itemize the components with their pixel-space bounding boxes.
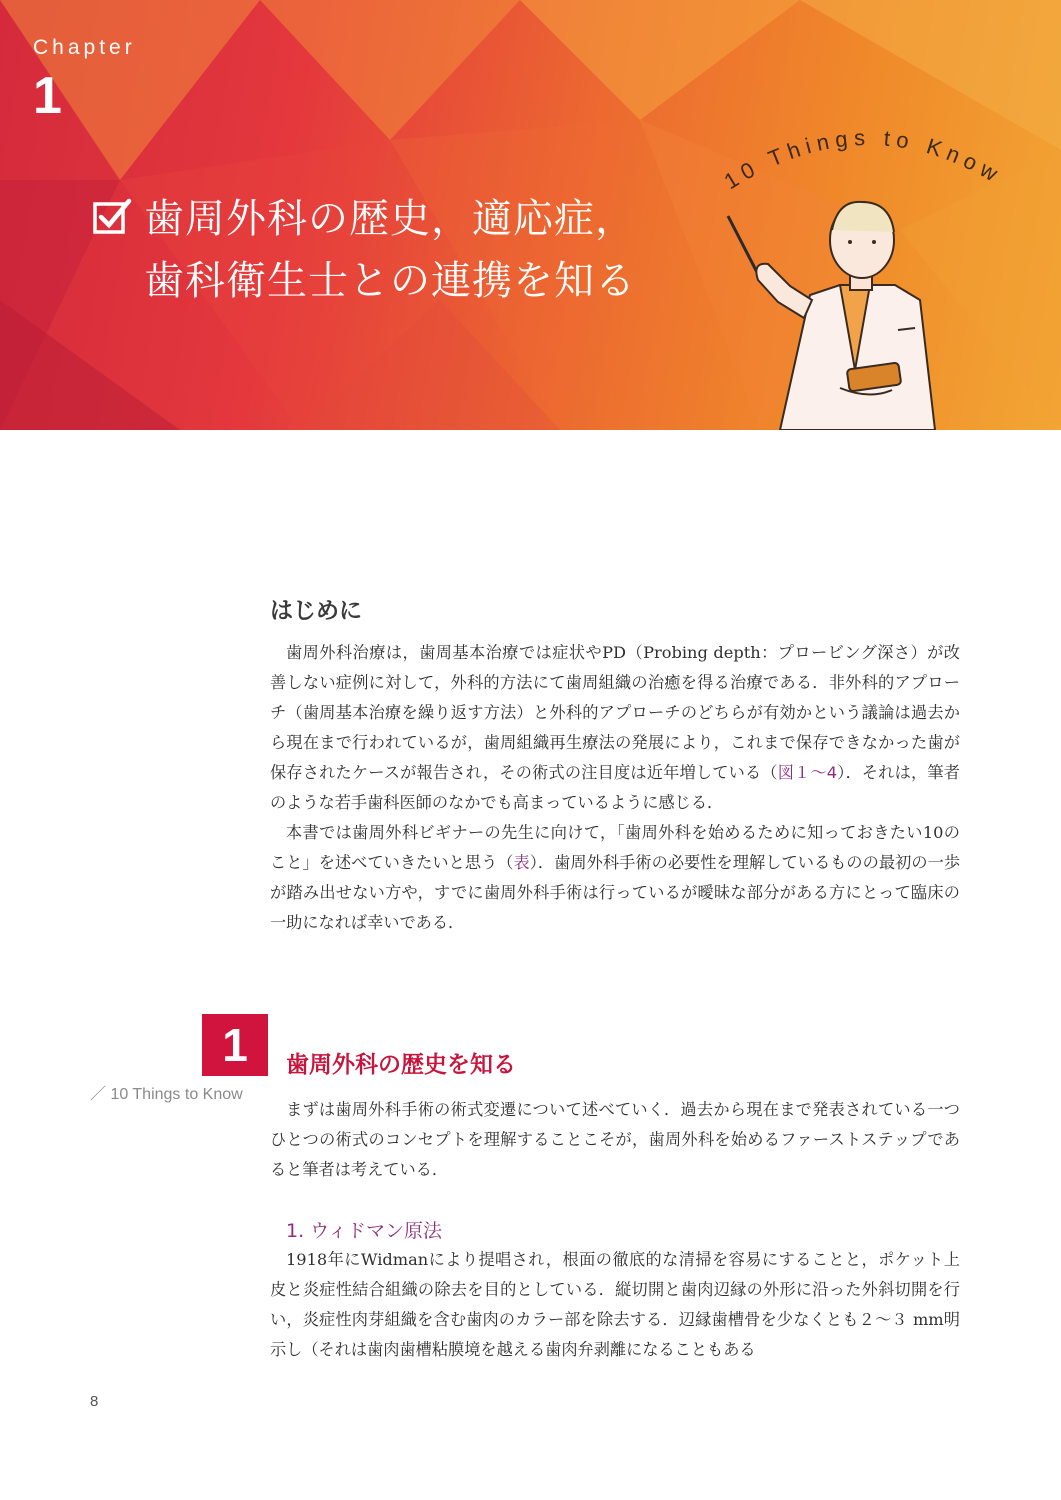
checkbox-icon: [92, 197, 132, 237]
intro-paragraph-2: 本書では歯周外科ビギナーの先生に向けて，「歯周外科を始めるために知っておきたい10のこと」を述べていきたいと思う（表）．歯周外科手術の必要性を理解しているものの最初の一歩が踏み出せない方や，すでに歯周外科手術は行っているが曖昧な部分がある方にとって臨床の一助になれば幸いである．: [270, 823, 961, 932]
section-body: [270, 1095, 960, 1185]
doctor-illustration: [720, 190, 960, 430]
figure-reference-link[interactable]: 図１～4: [777, 763, 838, 782]
subsection-paragraph: 1918年にWidmanにより提唱され，根面の徹底的な清掃を容易にすることと，ポケット上皮と炎症性結合組織の除去を目的としている．縦切開と歯肉辺縁の外形に沿った外斜切開を行い，炎症性肉芽組織を含む歯肉のカラー部を除去する．辺縁歯槽骨を少なくとも２～３ mm明示し（それは歯肉歯槽粘膜境を越える歯肉弁剥離になることもある: [270, 1250, 960, 1359]
subsection-heading: 1. ウィドマン原法: [286, 1220, 443, 1242]
intro-heading: はじめに: [270, 598, 362, 624]
chapter-label: Chapter: [33, 36, 136, 59]
chapter-title: [92, 188, 636, 312]
page-number: 8: [90, 1393, 99, 1410]
section-title: 歯周外科の歴史を知る: [286, 1052, 516, 1078]
chapter-header-banner: [0, 0, 1061, 430]
chapter-number: 1: [33, 67, 62, 125]
section-subtitle: ／ 10 Things to Know: [90, 1086, 243, 1103]
svg-text:10 Things to Know: [720, 125, 1008, 194]
arc-label: 10 Things to Know: [719, 124, 1008, 195]
chapter-title-line2: 歯科衛生士との連携を知る: [144, 258, 636, 304]
section-number-badge: 1: [202, 1014, 268, 1076]
section-paragraph-1: まずは歯周外科手術の術式変遷について述べていく．過去から現在まで発表されている一つひとつの術式のコンセプトを理解することこそが，歯周外科を始めるファーストステップであると筆者は考えている．: [270, 1100, 960, 1179]
intro-paragraph-1: 歯周外科治療は，歯周基本治療では症状やPD（Probing depth：プロービング深さ）が改善しない症例に対して，外科的方法にて歯周組織の治癒を得る治療である．非外科的アプローチ（歯周基本治療を繰り返す方法）と外科的アプローチのどちらが有効かという議論は過去から現在まで行われているが，歯周組織再生療法の発展により，これまで保存できなかった歯が保存されたケースが報告され，その術式の注目度は近年増している（図１～4）．それは，筆者のような若手歯科医師のなかでも高まっているように感じる．: [270, 643, 960, 812]
chapter-title-line1: 歯周外科の歴史，適応症，: [144, 196, 636, 242]
subsection-body: [270, 1245, 960, 1365]
table-reference-link[interactable]: 表: [513, 853, 530, 872]
intro-body: [270, 638, 960, 938]
